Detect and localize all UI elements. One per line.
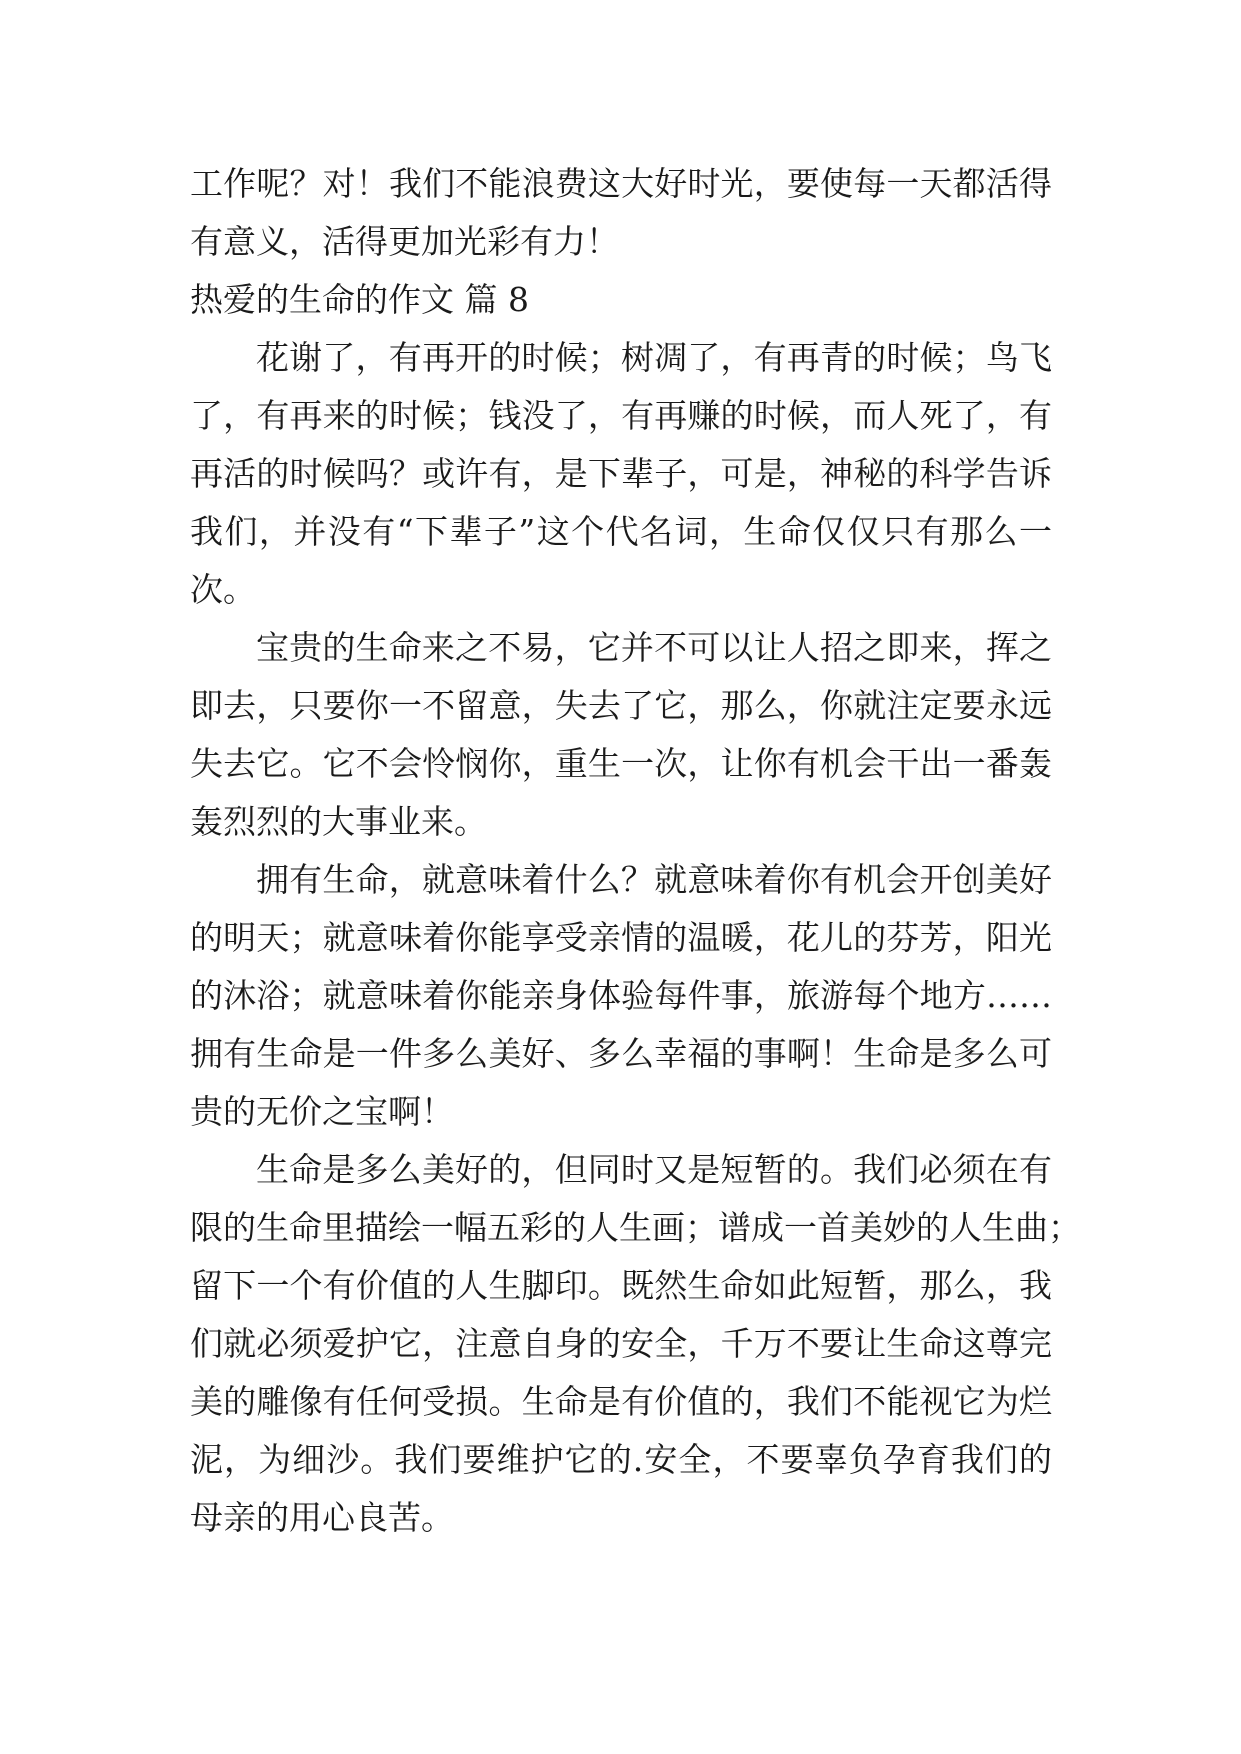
paragraph-line: 留下一个有价值的人生脚印。既然生命如此短暂，那么，我 — [190, 1266, 1052, 1305]
paragraph-line: 们就必须爱护它，注意自身的安全，千万不要让生命这尊完 — [190, 1324, 1052, 1363]
paragraph-line: 美的雕像有任何受损。生命是有价值的，我们不能视它为烂 — [190, 1382, 1052, 1421]
paragraph-line: 泥，为细沙。我们要维护它的.安全，不要辜负孕育我们的 — [190, 1440, 1052, 1479]
paragraph-line: 失去它。它不会怜悯你，重生一次，让你有机会干出一番轰 — [190, 744, 1052, 783]
paragraph-line: 我们，并没有“下辈子”这个代名词，生命仅仅只有那么一 — [190, 512, 1052, 551]
paragraph-line: 次。 — [190, 570, 256, 609]
paragraph-line: 贵的无价之宝啊！ — [190, 1092, 454, 1131]
section-heading: 热爱的生命的作文 篇 8 — [190, 280, 529, 319]
paragraph-line: 了，有再来的时候；钱没了，有再赚的时候，而人死了，有 — [190, 396, 1052, 435]
paragraph-line: 的明天；就意味着你能享受亲情的温暖，花儿的芬芳，阳光 — [190, 918, 1052, 957]
paragraph-line: 拥有生命，就意味着什么？就意味着你有机会开创美好 — [256, 860, 1052, 899]
text-line: 有意义，活得更加光彩有力！ — [190, 222, 619, 261]
paragraph-line: 花谢了，有再开的时候；树凋了，有再青的时候；鸟飞 — [256, 338, 1052, 377]
paragraph-line: 母亲的用心良苦。 — [190, 1498, 454, 1537]
text-line: 工作呢？对！我们不能浪费这大好时光，要使每一天都活得 — [190, 164, 1052, 203]
paragraph-line: 宝贵的生命来之不易，它并不可以让人招之即来，挥之 — [256, 628, 1052, 667]
paragraph-line: 轰烈烈的大事业来。 — [190, 802, 487, 841]
paragraph-line: 即去，只要你一不留意，失去了它，那么，你就注定要永远 — [190, 686, 1052, 725]
paragraph-line: 拥有生命是一件多么美好、多么幸福的事啊！生命是多么可 — [190, 1034, 1052, 1073]
paragraph-line: 限的生命里描绘一幅五彩的人生画；谱成一首美妙的人生曲； — [190, 1208, 1081, 1247]
paragraph-line: 的沐浴；就意味着你能亲身体验每件事，旅游每个地方…… — [190, 976, 1052, 1015]
paragraph-line: 生命是多么美好的，但同时又是短暂的。我们必须在有 — [256, 1150, 1052, 1189]
paragraph-line: 再活的时候吗？或许有，是下辈子，可是，神秘的科学告诉 — [190, 454, 1052, 493]
